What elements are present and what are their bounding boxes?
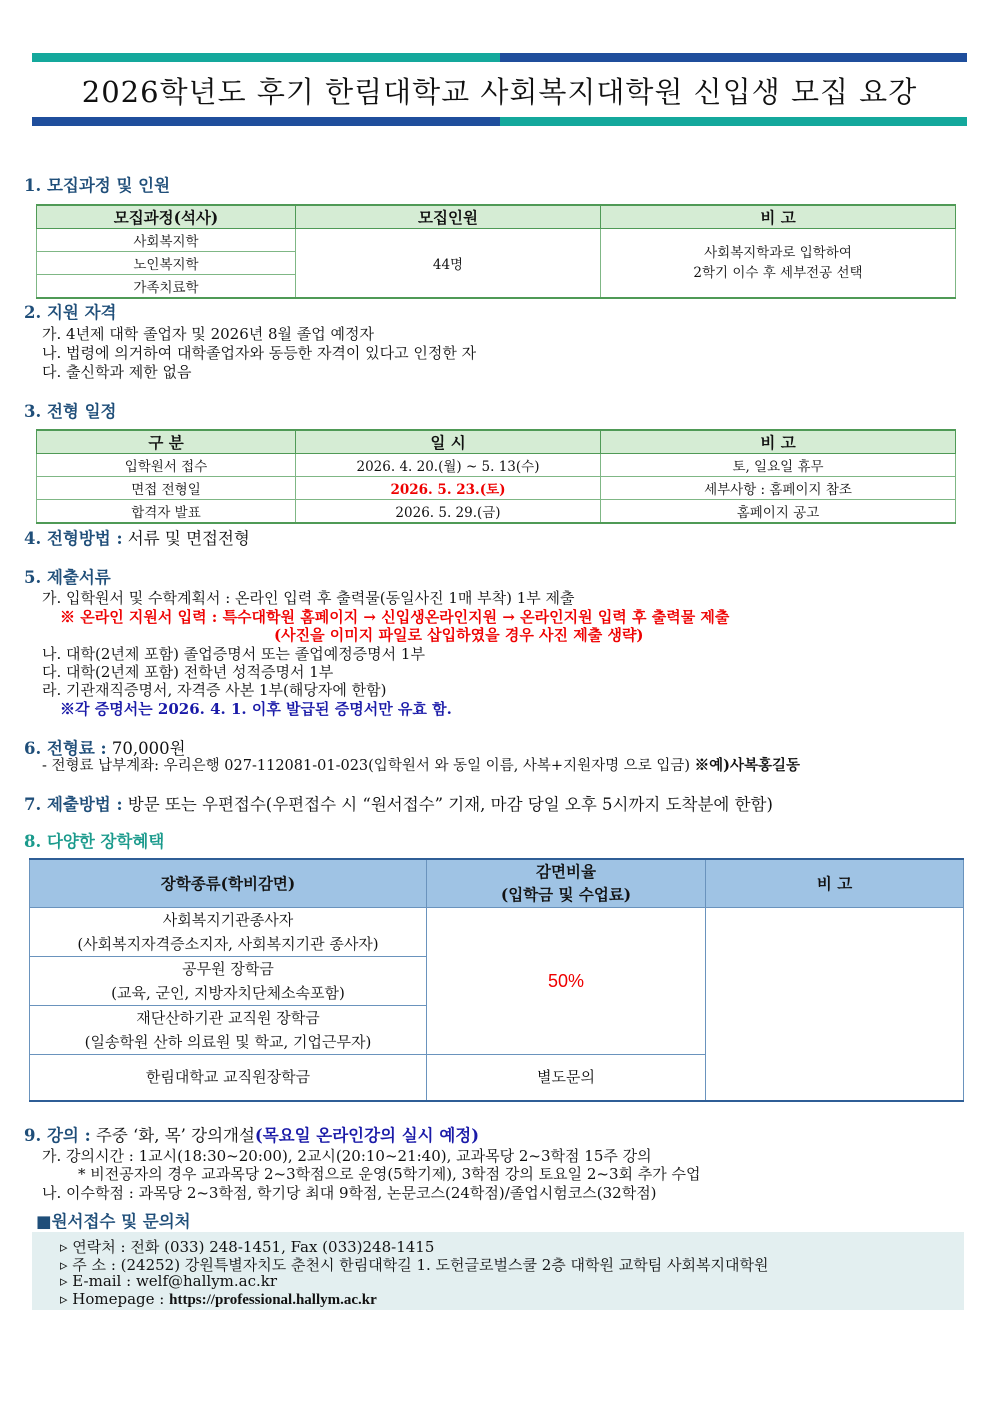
section-6-heading: 6. 전형료 :	[24, 739, 107, 758]
section-2-heading: 2. 지원 자격	[24, 303, 117, 322]
contact-homepage	[60, 1290, 377, 1309]
schedule-note: 토, 일요일 휴무	[601, 454, 956, 477]
section-4-heading: 4. 전형방법 :	[24, 529, 123, 548]
lecture-days: 주중 ‘화, 목’ 강의개설	[90, 1126, 255, 1145]
course-cell: 사회복지학	[37, 229, 296, 252]
section-4	[24, 525, 250, 549]
table-row	[37, 477, 956, 500]
course-cell: 노인복지학	[37, 252, 296, 275]
header-top-bar-teal	[32, 53, 500, 62]
discount-rate: 별도문의	[427, 1054, 706, 1101]
scholarship-detail: (일송학원 산하 의료원 및 학교, 기업근무자)	[84, 1032, 372, 1051]
homepage-label: ▹ Homepage :	[60, 1290, 170, 1308]
scholarship-name: 재단산하기관 교직원 장학금	[136, 1008, 320, 1027]
contact-box	[32, 1232, 964, 1310]
online-application-note: ※ 온라인 지원서 입력 : 특수대학원 홈페이지 → 신입생온라인지원 → 온라인지원 입력 후 출력물 제출	[60, 608, 730, 626]
rate-header-line: (입학금 및 수업료)	[500, 885, 632, 905]
section-3-heading: 3. 전형 일정	[24, 402, 117, 421]
page-title: 2026학년도 후기 한림대학교 사회복지대학원 신입생 모집 요강	[81, 75, 918, 109]
scholarship-type	[30, 1005, 427, 1054]
section-1-heading: 1. 모집과정 및 인원	[24, 176, 171, 195]
certificate-validity-note: ※각 증명서는 2026. 4. 1. 이후 발급된 증명서만 유효 함.	[60, 700, 452, 718]
document-item: 나. 대학(2년제 포함) 졸업증명서 또는 졸업예정증명서 1부	[42, 645, 425, 663]
section-8-heading: 8. 다양한 장학혜택	[24, 832, 165, 851]
contact-heading: ■원서접수 및 문의처	[36, 1212, 191, 1231]
table-row	[37, 454, 956, 477]
column-header: 모집인원	[296, 205, 601, 229]
scholarship-detail: (사회복지자격증소지자, 사회복지기관 종사자)	[77, 934, 379, 953]
scholarship-type	[30, 956, 427, 1005]
homepage-link[interactable]: https://professional.hallym.ac.kr	[169, 1292, 377, 1308]
schedule-table	[36, 429, 956, 524]
lecture-note: * 비전공자의 경우 교과목당 2~3학점으로 운영(5학기제), 3학점 강의 토요일 2~3회 추가 수업	[78, 1165, 701, 1183]
section-7	[24, 791, 773, 815]
schedule-date: 2026. 5. 29.(금)	[296, 500, 601, 523]
section-9-heading: 9. 강의 :	[24, 1126, 91, 1145]
rate-header-line: 감면비율	[536, 862, 596, 882]
section-7-heading: 7. 제출방법 :	[24, 795, 123, 814]
schedule-item: 합격자 발표	[37, 500, 296, 523]
selection-method: 서류 및 면접전형	[122, 529, 250, 548]
online-lecture-note: (목요일 온라인강의 실시 예정)	[254, 1126, 480, 1145]
deposit-name-example: ※예)사복홍길동	[694, 757, 801, 774]
column-header: 장학종류(학비감면)	[30, 859, 427, 907]
schedule-item: 입학원서 접수	[37, 454, 296, 477]
header-top-bar-navy	[500, 53, 967, 62]
schedule-date: 2026. 4. 20.(월) ~ 5. 13(수)	[296, 454, 601, 477]
note-line: 2학기 이수 후 세부전공 선택	[693, 264, 863, 281]
column-header: 일 시	[296, 430, 601, 454]
column-header: 구 분	[37, 430, 296, 454]
fee-account-text: - 전형료 납부계좌: 우리은행 027-112081-01-023(입학원서 와 동일 이름, 사복+지원자명 으로 입금)	[42, 758, 695, 774]
contact-phone: ▹ 연락처 : 전화 (033) 248-1451, Fax (033)248-1415	[60, 1238, 435, 1256]
header-bottom-bar-navy	[32, 117, 500, 126]
header-bottom-bar-teal	[500, 117, 967, 126]
column-header: 비 고	[601, 205, 956, 229]
submission-method: 방문 또는 우편접수(우편접수 시 “원서접수” 기재, 마감 당일 오후 5시까지 도착분에 한함)	[122, 795, 773, 814]
scholarship-name: 공무원 장학금	[182, 959, 274, 978]
qualification-item: 가. 4년제 대학 졸업자 및 2026년 8월 졸업 예정자	[42, 325, 375, 343]
document-item: 가. 입학원서 및 수학계획서 : 온라인 입력 후 출력물(동일사진 1매 부착) 1부 제출	[42, 589, 575, 607]
schedule-date: 2026. 5. 23.(토)	[296, 477, 601, 500]
scholarship-name: 한림대학교 교직원장학금	[30, 1054, 427, 1101]
lecture-time: 가. 강의시간 : 1교시(18:30~20:00), 2교시(20:10~21:40), 교과목당 2~3학점 15주 강의	[42, 1147, 652, 1165]
section-5-heading: 5. 제출서류	[24, 568, 111, 587]
contact-address: ▹ 주 소 : (24252) 강원특별자치도 춘천시 한림대학길 1. 도헌글로벌스쿨 2층 대학원 교학팀 사회복지대학원	[60, 1256, 769, 1274]
note-line: 사회복지학과로 입학하여	[704, 244, 852, 261]
application-fee: 70,000원	[106, 739, 186, 758]
scholarship-table	[29, 858, 964, 1102]
column-header: 모집과정(석사)	[37, 205, 296, 229]
count-cell: 44명	[296, 229, 601, 298]
fee-account	[42, 754, 800, 775]
scholarship-name: 사회복지기관종사자	[162, 910, 294, 929]
table-row	[30, 907, 964, 956]
document-item: 다. 대학(2년제 포함) 전학년 성적증명서 1부	[42, 663, 334, 681]
credit-info: 나. 이수학점 : 과목당 2~3학점, 학기당 최대 9학점, 논문코스(24학점)/졸업시험코스(32학점)	[42, 1184, 657, 1202]
recruitment-table	[36, 204, 956, 299]
qualification-item: 나. 법령에 의거하여 대학졸업자와 동등한 자격이 있다고 인정한 자	[42, 344, 477, 362]
table-row	[37, 500, 956, 523]
scholarship-type	[30, 907, 427, 956]
column-header: 비 고	[706, 859, 964, 907]
photo-note: (사진을 이미지 파일로 삽입하였을 경우 사진 제출 생략)	[274, 626, 644, 644]
column-header: 비 고	[601, 430, 956, 454]
column-header	[427, 859, 706, 907]
schedule-note: 홈페이지 공고	[601, 500, 956, 523]
schedule-note: 세부사항 : 홈페이지 참조	[601, 477, 956, 500]
contact-email[interactable]: ▹ E-mail : welf@hallym.ac.kr	[60, 1272, 278, 1290]
document-item: 라. 기관재직증명서, 자격증 사본 1부(해당자에 한함)	[42, 681, 387, 699]
note-cell	[706, 907, 964, 1101]
section-9	[24, 1122, 479, 1146]
course-cell: 가족치료학	[37, 275, 296, 298]
discount-rate: 50%	[427, 907, 706, 1054]
note-cell	[601, 229, 956, 298]
scholarship-detail: (교육, 군인, 지방자치단체소속포함)	[111, 983, 345, 1002]
schedule-item: 면접 전형일	[37, 477, 296, 500]
qualification-item: 다. 출신학과 제한 없음	[42, 363, 192, 381]
